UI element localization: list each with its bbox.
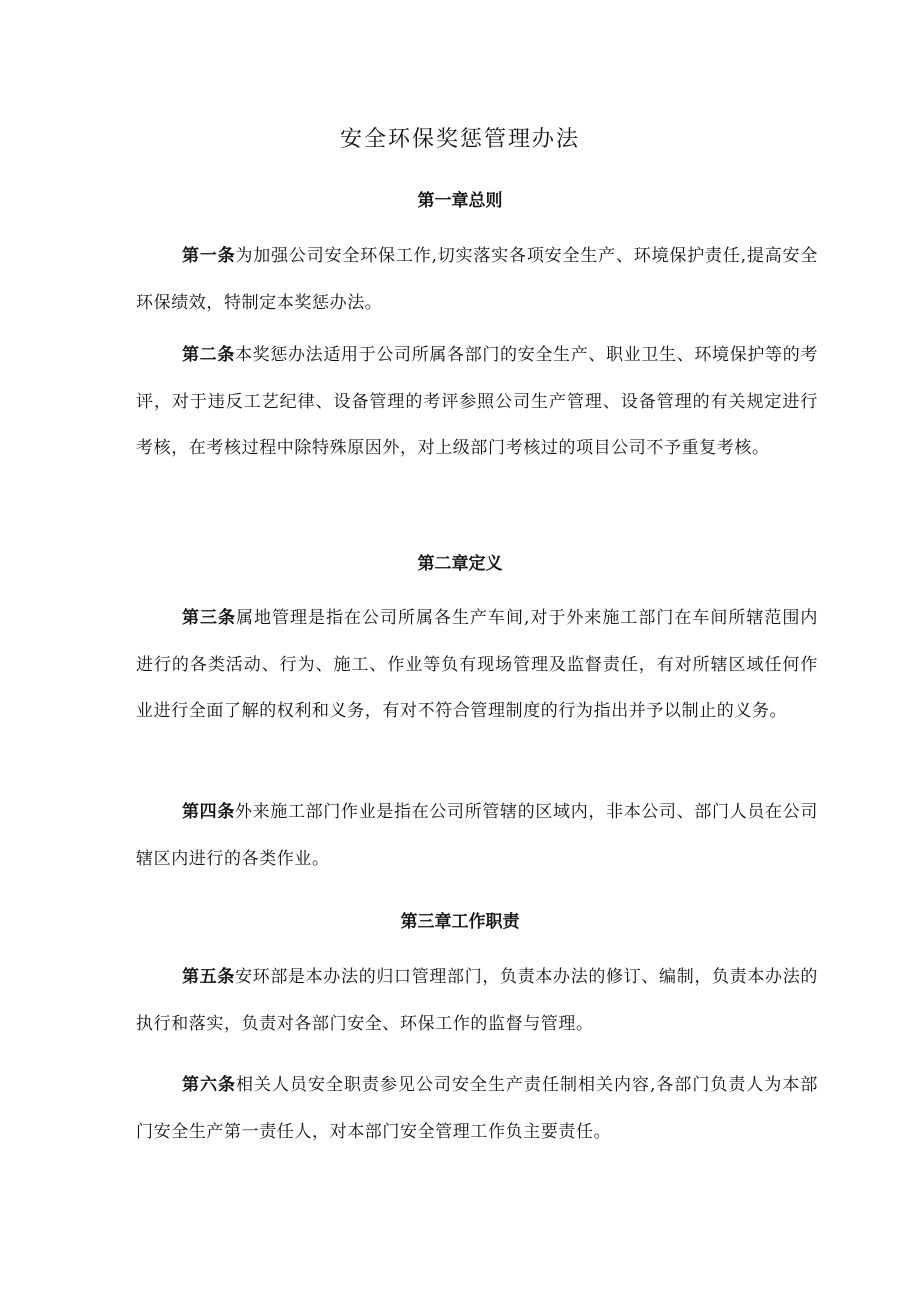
article-1	[136, 233, 818, 326]
article-3	[136, 595, 818, 735]
chapter-heading: 第三章工作职责	[400, 912, 520, 932]
article-label: 第五条	[182, 967, 236, 987]
article-label: 第一条	[182, 246, 236, 266]
article-label: 第四条	[182, 802, 236, 822]
article-text: 属地管理是指在公司所属各生产车间,对于外来施工部门在车间所辖范围内进行的各类活动、行为、施工、作业等负有现场管理及监督责任，有对所辖区域任何作业进行全面了解的权利和义务，有对不符合管理制度的行为指出并予以制止的义务。	[136, 608, 818, 721]
article-text: 外来施工部门作业是指在公司所管辖的区域内，非本公司、部门人员在公司辖区内进行的各类作业。	[136, 802, 818, 869]
article-2	[136, 332, 818, 472]
article-5	[136, 954, 818, 1047]
article-text: 为加强公司安全环保工作,切实落实各项安全生产、环境保护责任,提高安全环保绩效，特制定本奖惩办法。	[136, 246, 818, 313]
document-title: 安全环保奖惩管理办法	[339, 127, 580, 152]
article-4	[136, 789, 818, 882]
article-label: 第三条	[182, 608, 236, 628]
article-text: 安环部是本办法的归口管理部门，负责本办法的修订、编制，负责本办法的执行和落实，负责对各部门安全、环保工作的监督与管理。	[136, 967, 818, 1034]
article-label: 第二条	[182, 345, 236, 365]
article-text: 相关人员安全职责参见公司安全生产责任制相关内容,各部门负责人为本部门安全生产第一责任人，对本部门安全管理工作负主要责任。	[136, 1075, 818, 1142]
article-6	[136, 1062, 818, 1155]
chapter-heading: 第一章总则	[417, 191, 503, 211]
article-label: 第六条	[182, 1075, 236, 1095]
chapter-heading: 第二章定义	[417, 554, 503, 574]
article-text: 本奖惩办法适用于公司所属各部门的安全生产、职业卫生、环境保护等的考评，对于违反工艺纪律、设备管理的考评参照公司生产管理、设备管理的有关规定进行考核，在考核过程中除特殊原因外，对上级部门考核过的项目公司不予重复考核。	[136, 345, 818, 458]
